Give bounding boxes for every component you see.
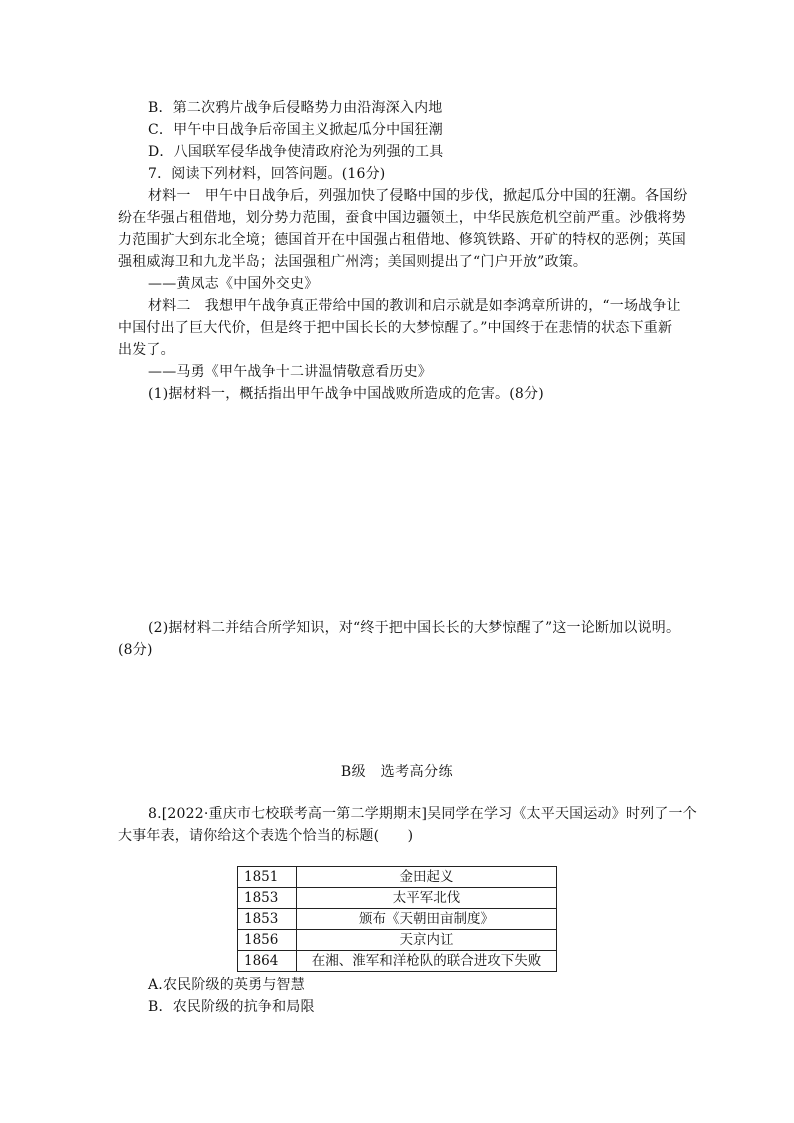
material-1-line: 力范围扩大到东北全境；德国首开在中国强占租借地、修筑铁路、开矿的特权的恶例；英国: [118, 232, 686, 248]
table-row: [238, 930, 557, 951]
table-row: [238, 867, 557, 888]
question-8-stem: 8.[2022·重庆市七校联考高一第二学期期末]吴同学在学习《太平天国运动》时列了一个: [148, 806, 697, 822]
material-1-line: 纷在华强占租借地，划分势力范围，蚕食中国边疆领土，中华民族危机空前严重。沙俄将势: [118, 210, 686, 226]
option-b: B．农民阶级的抗争和局限: [148, 999, 315, 1015]
year-cell: 1851: [238, 867, 297, 888]
material-2-source: ——马勇《甲午战争十二讲温情敬意看历史》: [148, 364, 432, 380]
year-cell: 1853: [238, 888, 297, 909]
year-cell: 1864: [238, 951, 297, 972]
question-7-stem: 7．阅读下列材料，回答问题。(16分): [148, 166, 386, 182]
event-cell: 在湘、淮军和洋枪队的联合进攻下失败: [297, 951, 557, 972]
sub-question-1: (1)据材料一，概括指出甲午战争中国战败所造成的危害。(8分): [148, 386, 544, 402]
event-cell: 太平军北伐: [297, 888, 557, 909]
material-2-line: 出发了。: [118, 342, 175, 358]
table-row: [238, 909, 557, 930]
question-8-stem-cont: 大事年表，请你给这个表选个恰当的标题( ): [118, 828, 414, 844]
material-1-source: ——黄凤志《中国外交史》: [148, 276, 319, 292]
material-1-line: 材料一 甲午中日战争后，列强加快了侵略中国的步伐，掀起瓜分中国的狂潮。各国纷: [148, 188, 688, 204]
event-cell: 金田起义: [297, 867, 557, 888]
material-2-line: 中国付出了巨大代价，但是终于把中国长长的大梦惊醒了。”中国终于在悲情的状态下重新: [118, 320, 673, 336]
year-cell: 1853: [238, 909, 297, 930]
option-a: A.农民阶级的英勇与智慧: [148, 977, 305, 993]
year-cell: 1856: [238, 930, 297, 951]
sub-question-2: (2)据材料二并结合所学知识，对“终于把中国长长的大梦惊醒了”这一论断加以说明。: [148, 620, 681, 636]
material-1-line: 强租威海卫和九龙半岛；法国强租广州湾；美国则提出了“门户开放”政策。: [118, 254, 588, 270]
events-table: [237, 866, 557, 972]
section-b-title: B级 选考高分练: [340, 764, 454, 780]
event-cell: 颁布《天朝田亩制度》: [297, 909, 557, 930]
sub-question-2-points: (8分): [118, 642, 153, 658]
table-row: [238, 888, 557, 909]
option-c: C．甲午中日战争后帝国主义掀起瓜分中国狂潮: [148, 122, 443, 138]
option-b: B．第二次鸦片战争后侵略势力由沿海深入内地: [148, 100, 443, 116]
table-row: [238, 951, 557, 972]
event-cell: 天京内讧: [297, 930, 557, 951]
material-2-line: 材料二 我想甲午战争真正带给中国的教训和启示就是如李鸿章所讲的，“一场战争让: [148, 298, 681, 314]
option-d: D．八国联军侵华战争使清政府沦为列强的工具: [148, 144, 444, 160]
